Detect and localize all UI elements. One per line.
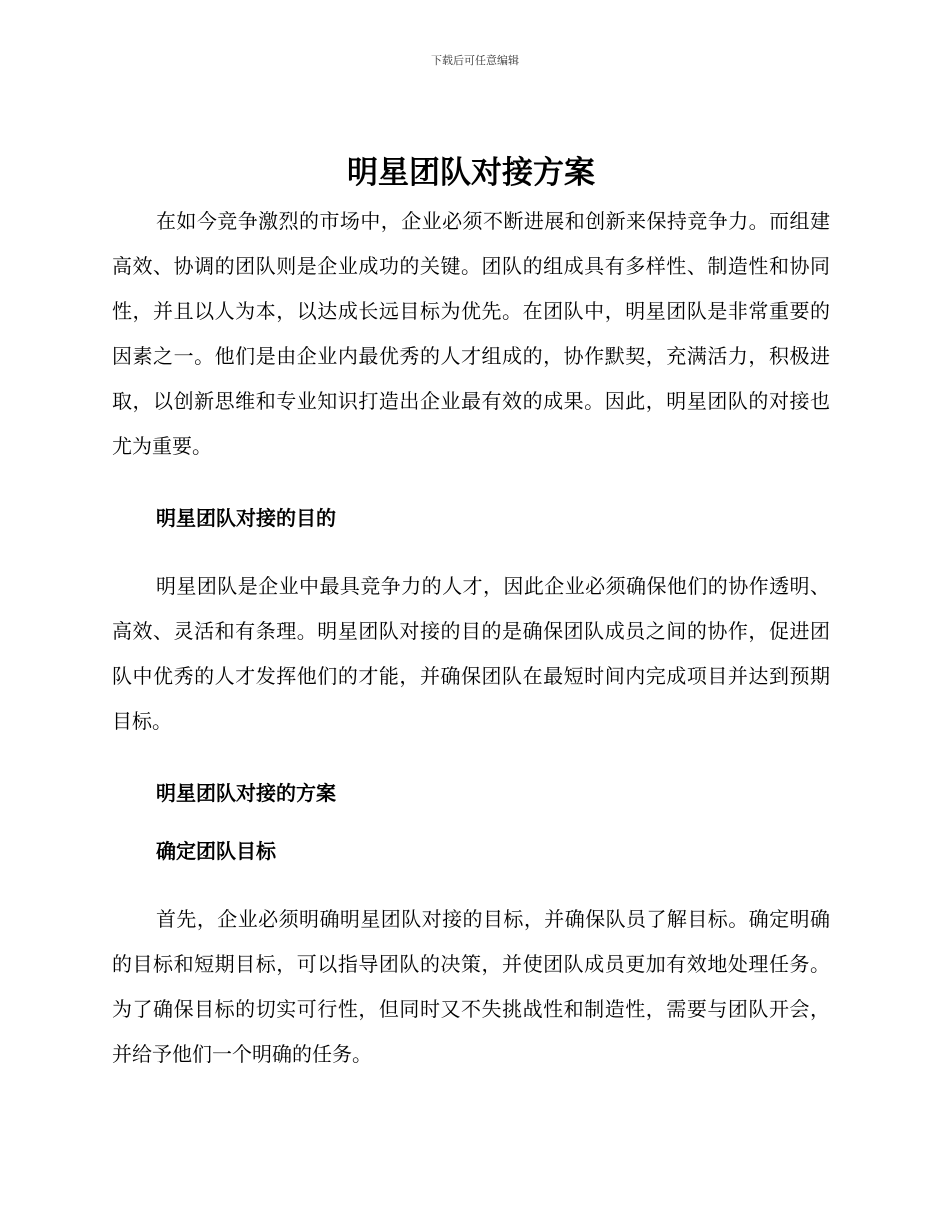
page-header-note: 下载后可任意编辑 bbox=[431, 54, 519, 67]
intro-paragraph: 在如今竞争激烈的市场中，企业必须不断进展和创新来保持竞争力。而组建高效、协调的团队则是企业成功的关键。团队的组成具有多样性、制造性和协同性，并且以人为本，以达成长远目标为优先。在团队中，明星团队是非常重要的因素之一。他们是由企业内最优秀的人才组成的，协作默契，充满活力，积极进取，以创新思维和专业知识打造出企业最有效的成果。因此，明星团队的对接也尤为重要。 bbox=[112, 209, 830, 458]
section-heading-plan: 明星团队对接的方案 bbox=[156, 781, 336, 805]
subsection-heading-goal-setting: 确定团队目标 bbox=[156, 839, 276, 863]
section-heading-purpose: 明星团队对接的目的 bbox=[156, 506, 336, 530]
goal-setting-paragraph: 首先，企业必须明确明星团队对接的目标，并确保队员了解目标。确定明确的目标和短期目标，可以指导团队的决策，并使团队成员更加有效地处理任务。为了确保目标的切实可行性，但同时又不失挑战性和制造性，需要与团队开会，并给予他们一个明确的任务。 bbox=[112, 907, 830, 1066]
document-title: 明星团队对接方案 bbox=[347, 155, 595, 191]
purpose-paragraph: 明星团队是企业中最具竞争力的人才，因此企业必须确保他们的协作透明、高效、灵活和有条理。明星团队对接的目的是确保团队成员之间的协作，促进团队中优秀的人才发挥他们的才能，并确保团队在最短时间内完成项目并达到预期目标。 bbox=[112, 574, 830, 733]
document-body bbox=[112, 150, 830, 1077]
